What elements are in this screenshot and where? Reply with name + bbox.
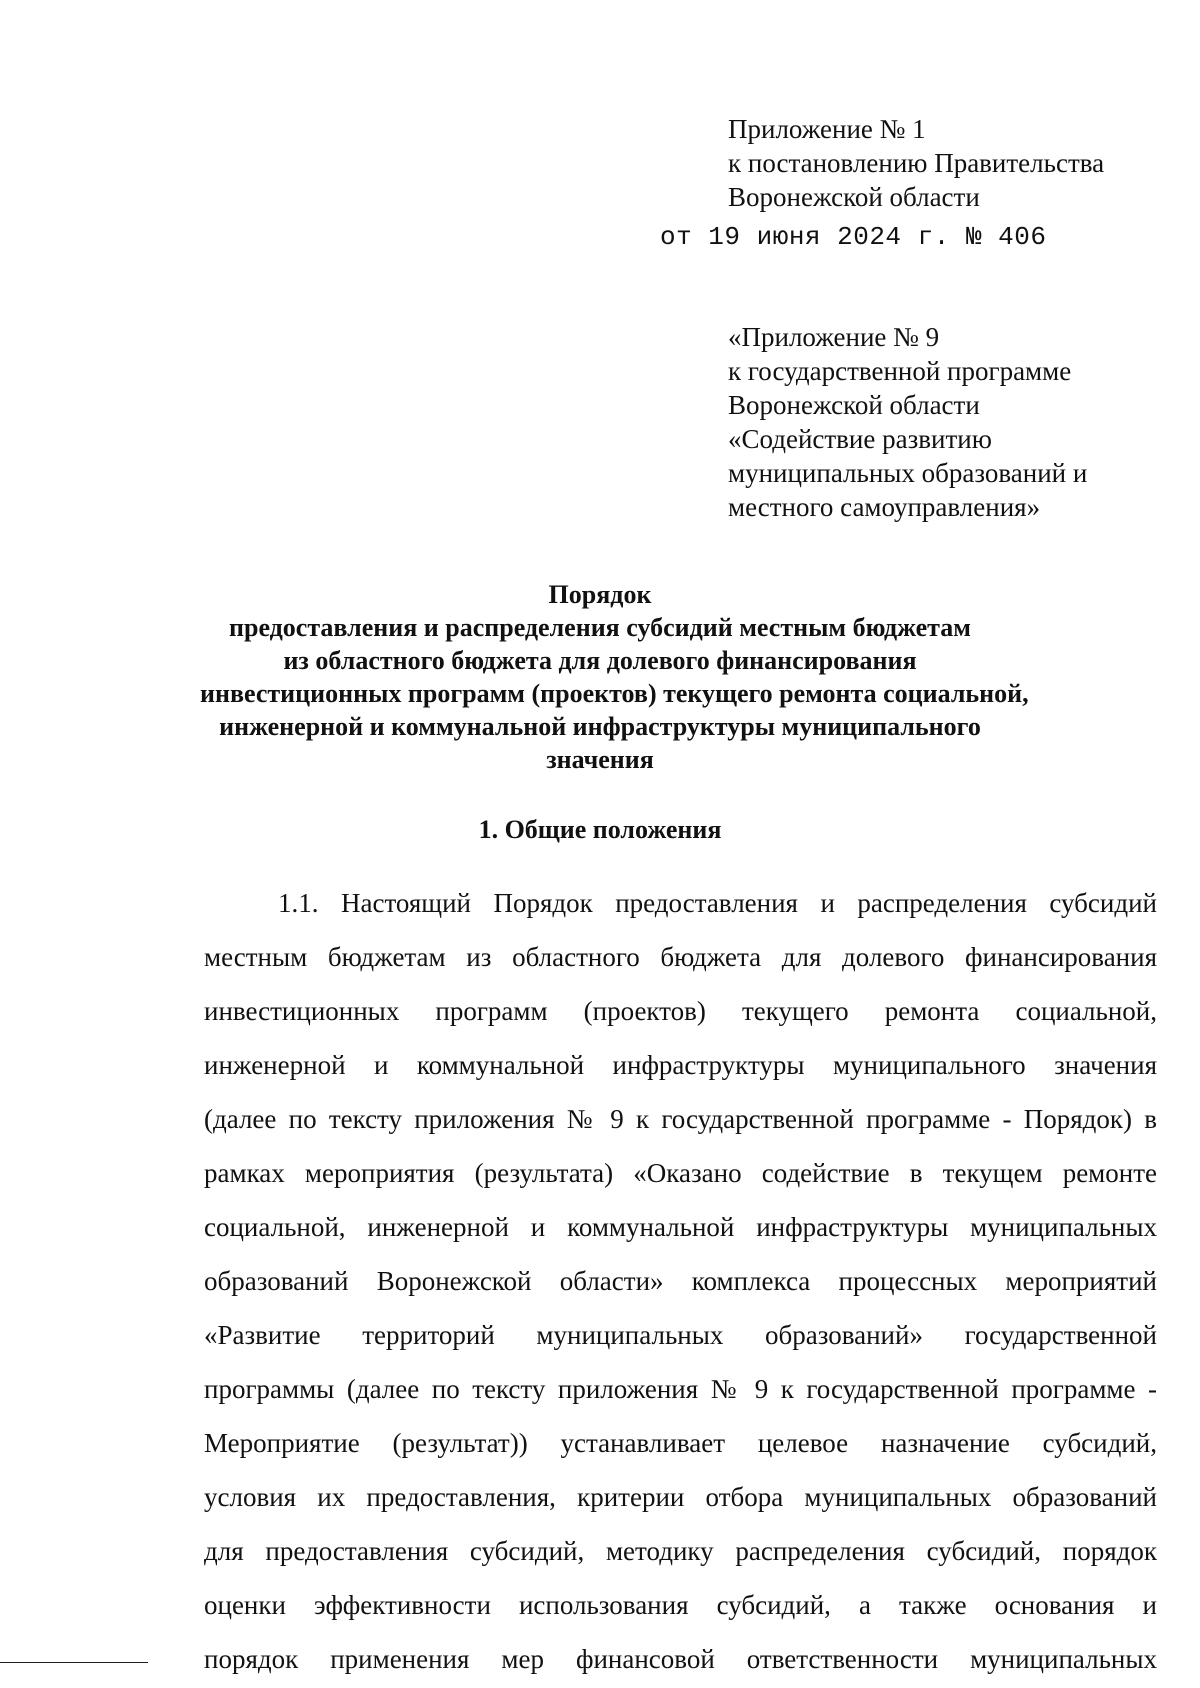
footnote-divider [0, 1662, 148, 1663]
section-heading: 1. Общие положения [478, 815, 722, 844]
program-appendix-line: «Содействие развитию [728, 424, 992, 454]
paragraph-line: Мероприятие (результат)) устанавливает целевое назначение субсидий, [204, 1428, 1157, 1458]
program-appendix-line: Воронежской области [728, 390, 980, 420]
title-line: Порядок [548, 580, 652, 609]
paragraph-line: порядок применения мер финансовой ответственности муниципальных [204, 1644, 1157, 1674]
title-line: инженерной и коммунальной инфраструктуры муниципального [219, 712, 981, 741]
program-appendix-line: «Приложение № 9 [728, 322, 940, 352]
title-line: инвестиционных программ (проектов) текущего ремонта социальной, [200, 679, 1029, 708]
paragraph-line: программы (далее по тексту приложения № 9 к государственной программе - [204, 1374, 1157, 1404]
paragraph-line: (далее по тексту приложения № 9 к государственной программе - Порядок) в [204, 1104, 1157, 1134]
paragraph-line: рамках мероприятия (результата) «Оказано содействие в текущем ремонте [204, 1158, 1157, 1188]
paragraph-line: условия их предоставления, критерии отбора муниципальных образований [204, 1482, 1157, 1512]
appendix-header [728, 112, 1104, 214]
paragraph-line: 1.1. Настоящий Порядок предоставления и распределения субсидий [278, 888, 1157, 918]
decree-date-line: от 19 июня 2024 г. № 406 [660, 222, 1047, 252]
program-appendix-line: к государственной программе [728, 356, 1072, 386]
appendix-line: Приложение № 1 [728, 114, 926, 144]
paragraph-line: местным бюджетам из областного бюджета для долевого финансирования [204, 942, 1157, 972]
title-line: предоставления и распределения субсидий местным бюджетам [229, 613, 971, 642]
paragraph-line: «Развитие территорий муниципальных образований» государственной [204, 1320, 1157, 1350]
paragraph-line: оценки эффективности использования субсидий, а также основания и [204, 1590, 1157, 1620]
appendix-line: Воронежской области [728, 182, 980, 212]
document-title [200, 578, 1029, 776]
paragraph-line: образований Воронежской области» комплекса процессных мероприятий [204, 1266, 1157, 1296]
program-appendix-header [728, 320, 1087, 524]
section-paragraph [204, 876, 1157, 1686]
paragraph-line: инвестиционных программ (проектов) текущего ремонта социальной, [204, 996, 1157, 1026]
program-appendix-line: муниципальных образований и [728, 458, 1088, 488]
program-appendix-line: местного самоуправления» [728, 492, 1041, 522]
paragraph-line: инженерной и коммунальной инфраструктуры муниципального значения [204, 1050, 1157, 1080]
title-line: из областного бюджета для долевого финансирования [283, 646, 917, 675]
title-line: значения [546, 745, 654, 774]
paragraph-line: социальной, инженерной и коммунальной инфраструктуры муниципальных [204, 1212, 1157, 1242]
appendix-line: к постановлению Правительства [728, 148, 1105, 178]
paragraph-line: для предоставления субсидий, методику распределения субсидий, порядок [204, 1536, 1157, 1566]
